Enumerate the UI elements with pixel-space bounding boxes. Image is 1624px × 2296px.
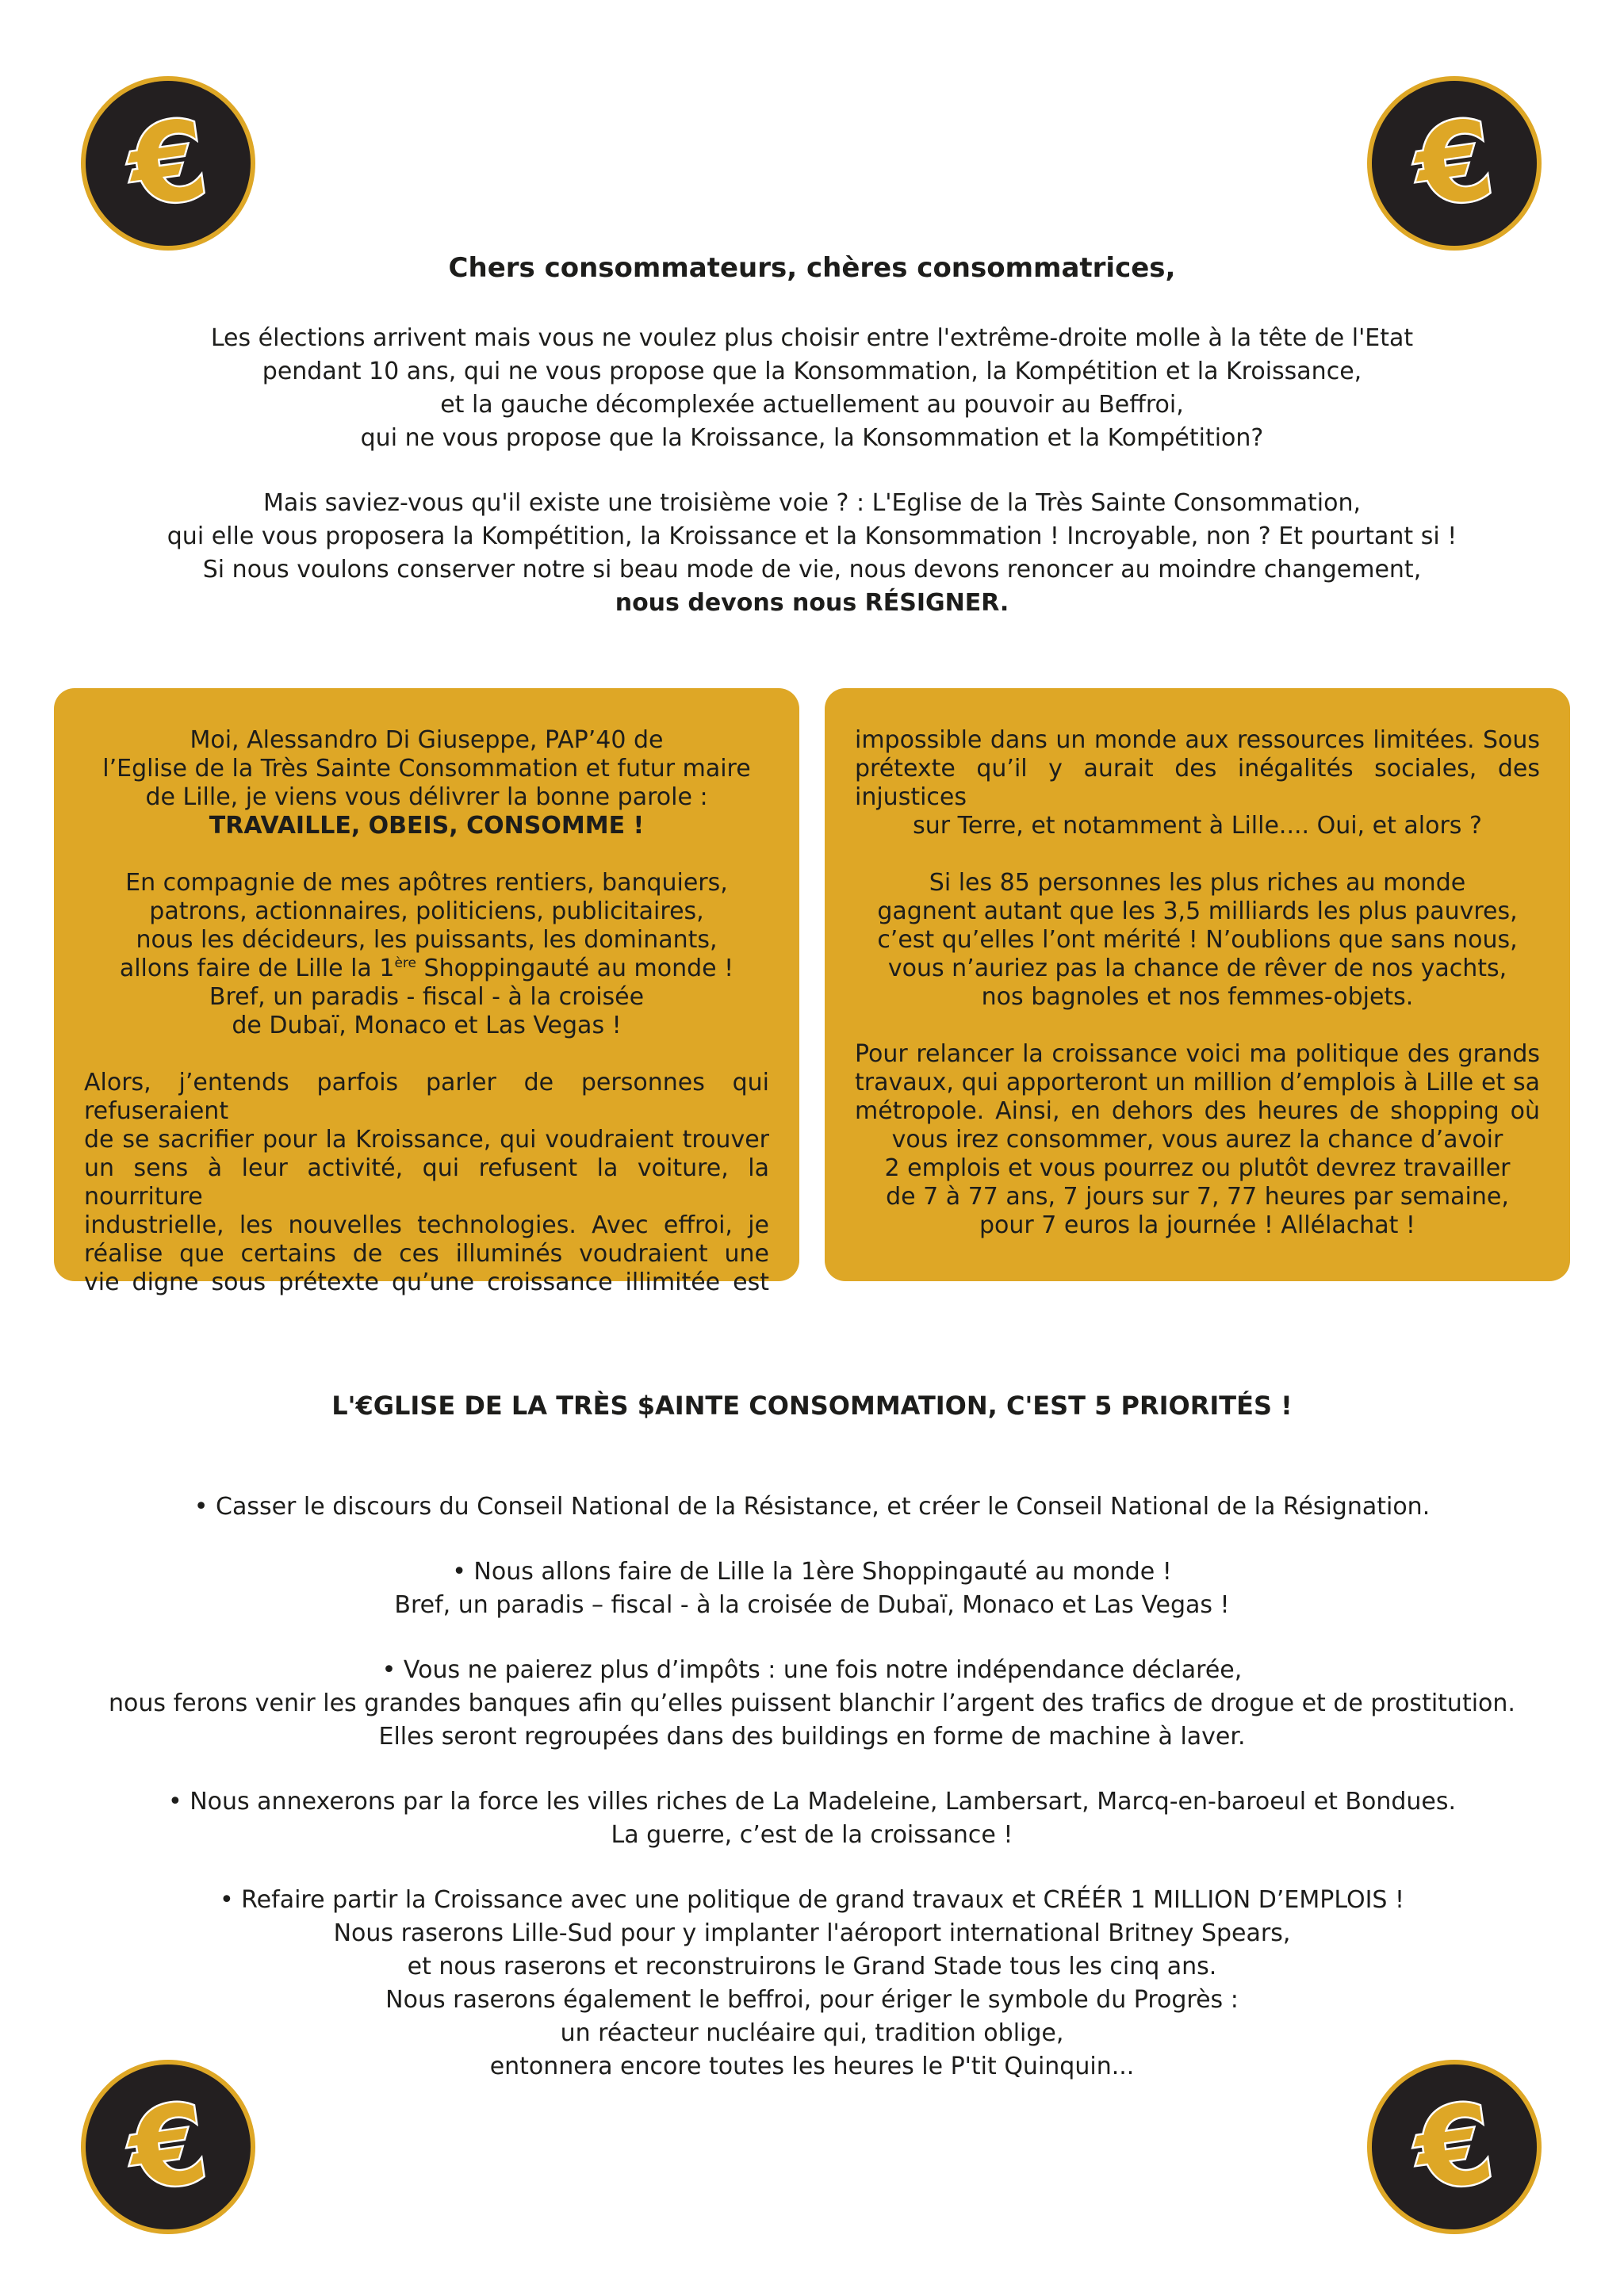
text-line: • Nous allons faire de Lille la 1ère Shoppingauté au monde ! <box>452 1558 1172 1586</box>
svg-text:€: € <box>1408 95 1501 232</box>
panel-paragraph <box>855 1040 1540 1240</box>
euro-coin-icon <box>1365 75 1543 252</box>
text-line: qui ne vous propose que la Kroissance, la Konsommation et la Kompétition? <box>360 424 1264 452</box>
svg-text:€: € <box>121 95 215 232</box>
text-line: Mais saviez-vous qu'il existe une troisième voie ? : L'Eglise de la Très Sainte Consommation, <box>262 489 1362 517</box>
text-line: Elles seront regroupées dans des buildings en forme de machine à laver. <box>378 1723 1246 1751</box>
intro-bold-line: nous devons nous RÉSIGNER. <box>615 589 1009 617</box>
right-text-panel <box>825 688 1570 1281</box>
text-line: nous ferons venir les grandes banques afin qu’elles puissent blanchir l’argent des trafics de drogue et de prostitution. <box>109 1689 1515 1717</box>
text-line: l’Eglise de la Très Sainte Consommation et futur maire <box>102 755 751 783</box>
panel-paragraph <box>84 726 769 840</box>
text-line: de se sacrifier pour la Kroissance, qui voudraient trouver <box>84 1126 769 1154</box>
text-line: nous les décideurs, les puissants, les dominants, <box>136 926 718 954</box>
intro-paragraph-1 <box>119 322 1505 455</box>
text-line: • Refaire partir la Croissance avec une politique de grand travaux et CRÉÉR 1 MILLION D’EMPLOIS ! <box>219 1886 1405 1914</box>
text-line: de Dubaï, Monaco et Las Vegas ! <box>232 1012 622 1039</box>
panel-paragraph <box>855 726 1540 840</box>
text-line: • Casser le discours du Conseil National de la Résistance, et créer le Conseil National de la Résignation. <box>193 1493 1431 1521</box>
text-line: Nous raserons Lille-Sud pour y implanter l'aéroport international Britney Spears, <box>333 1919 1291 1947</box>
text-line: c’est qu’elles l’ont mérité ! N’oublions que sans nous, <box>877 926 1518 954</box>
text-line: vie digne sous prétexte qu’une croissance illimitée est <box>84 1269 769 1296</box>
panel-paragraph <box>84 1069 769 1297</box>
svg-text:€: € <box>1408 2079 1501 2216</box>
text-line: travaux, qui apporteront un million d’emplois à Lille et sa <box>855 1069 1540 1096</box>
text-line: pour 7 euros la journée ! Allélachat ! <box>979 1211 1415 1239</box>
slogan-text: TRAVAILLE, OBEIS, CONSOMME ! <box>209 812 645 840</box>
text-line: et la gauche décomplexée actuellement au pouvoir au Beffroi, <box>440 391 1184 419</box>
text-line: allons faire de Lille la 1 <box>119 955 395 982</box>
priority-item <box>79 1884 1545 2084</box>
text-line: pendant 10 ans, qui ne vous propose que la Konsommation, la Kompétition et la Kroissance, <box>262 358 1362 385</box>
text-line: Pour relancer la croissance voici ma politique des grands <box>855 1040 1540 1068</box>
text-line: prétexte qu’il y aurait des inégalités sociales, des injustices <box>855 755 1540 811</box>
priority-item <box>79 1556 1545 1622</box>
text-line: un sens à leur activité, qui refusent la voiture, la nourriture <box>84 1154 769 1211</box>
text-line: sur Terre, et notamment à Lille.... Oui, et alors ? <box>913 812 1482 840</box>
text-line: Moi, Alessandro Di Giuseppe, PAP’40 de <box>190 726 664 754</box>
text-line: un réacteur nucléaire qui, tradition oblige, <box>560 2019 1064 2047</box>
superscript-text: ère <box>394 955 416 971</box>
text-line: Bref, un paradis – fiscal - à la croisée de Dubaï, Monaco et Las Vegas ! <box>394 1591 1230 1619</box>
text-line: Alors, j’entends parfois parler de personnes qui refuseraient <box>84 1069 769 1125</box>
intro-title: Chers consommateurs, chères consommatrices, <box>448 252 1176 284</box>
text-line: Les élections arrivent mais vous ne voulez plus choisir entre l'extrême-droite molle à la tête de l'Etat <box>210 324 1414 352</box>
text-line: Nous raserons également le beffroi, pour ériger le symbole du Progrès : <box>385 1986 1239 2014</box>
svg-text:€: € <box>121 2079 215 2216</box>
intro-paragraph-2 <box>119 487 1505 620</box>
text-line: patrons, actionnaires, politiciens, publicitaires, <box>149 897 704 925</box>
text-line: • Nous annexerons par la force les villes riches de La Madeleine, Lambersart, Marcq-en-baroeul et Bondues. <box>167 1788 1457 1816</box>
text-line: impossible dans un monde aux ressources limitées. Sous <box>855 726 1540 754</box>
text-line: industrielle, les nouvelles technologies. Avec effroi, je <box>84 1211 769 1239</box>
text-line: vous n’auriez pas la chance de rêver de nos yachts, <box>887 955 1507 982</box>
priority-item <box>79 1785 1545 1852</box>
text-line: Si les 85 personnes les plus riches au monde <box>929 869 1466 897</box>
panel-paragraph <box>84 869 769 1040</box>
text-line: vous irez consommer, vous aurez la chance d’avoir <box>891 1126 1503 1154</box>
priorities-title: L'€GLISE DE LA TRÈS $AINTE CONSOMMATION, C'EST 5 PRIORITÉS ! <box>331 1391 1293 1421</box>
text-line: entonnera encore toutes les heures le P'tit Quinquin... <box>489 2053 1135 2080</box>
text-line: de Lille, je viens vous délivrer la bonne parole : <box>145 783 708 811</box>
text-line: métropole. Ainsi, en dehors des heures de shopping où <box>855 1097 1540 1125</box>
left-text-panel <box>54 688 799 1296</box>
text-line: qui elle vous proposera la Kompétition, la Kroissance et la Konsommation ! Incroyable, non ? Et pourtant si ! <box>167 522 1457 550</box>
priorities-list <box>79 1490 1545 2115</box>
text-line: La guerre, c’est de la croissance ! <box>611 1821 1013 1849</box>
text-line: Si nous voulons conserver notre si beau mode de vie, nous devons renoncer au moindre changement, <box>202 556 1422 584</box>
text-line: Shoppingauté au monde ! <box>416 955 734 982</box>
text-line: de 7 à 77 ans, 7 jours sur 7, 77 heures par semaine, <box>886 1183 1509 1211</box>
priority-item <box>79 1654 1545 1754</box>
priority-item <box>79 1490 1545 1524</box>
text-line: • Vous ne paierez plus d’impôts : une fois notre indépendance déclarée, <box>381 1656 1243 1684</box>
text-line: nos bagnoles et nos femmes-objets. <box>981 983 1414 1011</box>
text-line: et nous raserons et reconstruirons le Grand Stade tous les cinq ans. <box>407 1953 1217 1980</box>
text-line: 2 emplois et vous pourrez ou plutôt devrez travailler <box>884 1154 1511 1182</box>
text-line: gagnent autant que les 3,5 milliards les plus pauvres, <box>877 897 1518 925</box>
text-line: réalise que certains de ces illuminés voudraient une <box>84 1240 769 1268</box>
text-line: Bref, un paradis - fiscal - à la croisée <box>209 983 645 1011</box>
panel-paragraph <box>855 869 1540 1012</box>
text-line: En compagnie de mes apôtres rentiers, banquiers, <box>125 869 728 897</box>
euro-coin-icon <box>79 75 257 252</box>
